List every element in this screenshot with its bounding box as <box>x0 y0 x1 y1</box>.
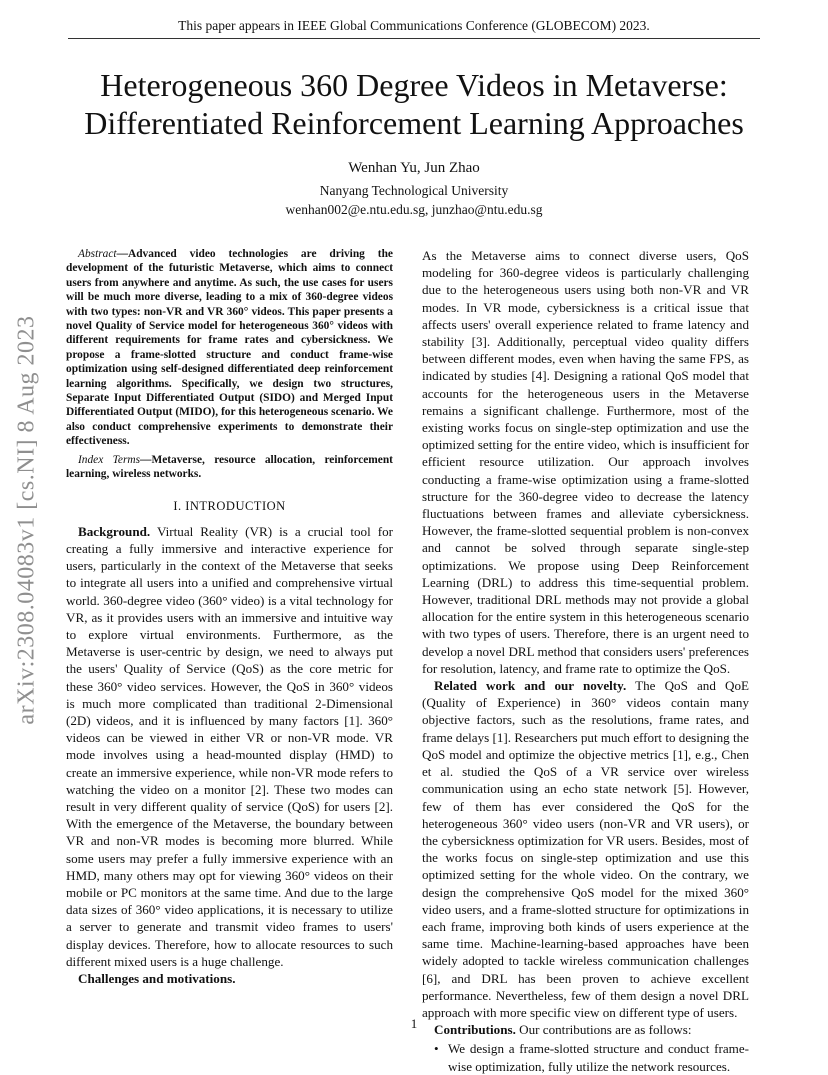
section-heading: I. INTRODUCTION <box>173 498 286 513</box>
affiliation: Nanyang Technological University <box>319 183 509 198</box>
index-terms-label: Index Terms <box>78 453 141 466</box>
page-number: 1 <box>410 1016 418 1031</box>
background-text: Virtual Reality (VR) is a crucial tool for creating a fully immersive and interactive experience for users, particularly in the context of the Metaverse that seeks to integrate all users into a unified and comprehensive virtual world. 360-degree video (360° video) is a vital technology for VR, as it provides users with an immersive and intuitive way to explore virtual environments. Furthermore, as the Metaverse is user-centric by design, we need to always put the users' Quality of Service (QoS) as the core metric for these 360° video services. However, the QoS in 360° videos is much more complicated than traditional 2-Dimensional (2D) videos, and it is influenced by many factors [1]. 360° videos can be viewed in either VR or non-VR mode. VR mode involves using a head-mounted display (HMD) to create an immersive experience, while non-VR mode refers to watching the video on a monitor [2]. These two modes can result in very different quality of service (QoS) for users [2]. With the emergence of the Metaverse, the boundary between VR and non-VR modes is becoming more blurred. While some users may prefer a fully immersive experience with an HMD, many others may opt for viewing 360° videos on their mobile or PC monitors at the same time. And due to the large data sizes of 360° video applications, it is necessary to utilize a server to generate and transmit video frames to users' display devices. Therefore, how to allocate resources to such different mixed users is a huge challenge. <box>66 523 393 969</box>
contributions-paragraph-label: Contributions. <box>434 1022 516 1038</box>
arxiv-stamp-text: arXiv:2308.04083v1 [cs.NI] 8 Aug 2023 <box>13 315 40 725</box>
challenges-paragraph-continued: As the Metaverse aims to connect diverse users, QoS modeling for 360-degree videos is particularly challenging due to the heterogeneous users using both non-VR and VR modes. In VR mode, cybersickness is a critical issue that affects users' overall experience related to frame latency and stability [3]. Additionally, perceptual video quality differs between different modes, even when having the same FPS, as indicated by studies [4]. Designing a rational QoS model that accounts for the heterogeneous users in the Metaverse remains a significant challenge. Furthermore, most of the existing works focus on single-step optimization and use the optimized setting for the entire video, which is insufficient for efficient resource utilization. Our approach involves conducting a frame-wise optimization using a frame-slotted structure for the 360-degree video to decrease the latency fluctuations between frames and alleviate cybersickness. However, the frame-slotted sequential problem is non-convex and cannot be solved through separate single-step optimizations. We propose using Deep Reinforcement Learning (DRL) to address this time-sequential problem. However, traditional DRL methods may not provide a global allocation for the entire system in this heterogeneous scenario with two types of users. Therefore, there is an urgent need to develop a novel DRL method that considers users' preferences for resolution, latency, and frame rate to optimize the QoS. <box>422 248 749 676</box>
challenges-paragraph <box>66 970 393 987</box>
contributions-paragraph-text: Our contributions are as follows: <box>515 1022 692 1038</box>
challenges-label: Challenges and motivations. <box>78 970 236 986</box>
background-label: Background. <box>78 523 151 539</box>
related-work-paragraph-text: The QoS and QoE (Quality of Experience) in 360° videos contain many objective factors, such as the resolutions, frame rates, and frame delays [1]. Researchers put much effort to designing the QoS model and optimize the objective metrics [1], e.g., Chen et al. studied the QoS of a VR service over wireless communication using an echo state network [5]. However, few of them has ever considered the QoS for the heterogeneous 360° video users (non-VR and VR users), or the cybersickness optimization for VR users. Besides, most of the works focus on single-step optimization and use this optimized setting for the whole video. On the contrary, we design the comprehensive QoS model for the mixed 360° video users, and a frame-slotted structure for optimizations in each frame, improving both kinds of users experience at the same time. Machine-learning-based approaches have been widely adopted to tackle wireless communication challenges [6], and DRL has been proven to achieve excellent performance. Nevertheless, few of them design a novel DRL approach with more specific view on different type of users. <box>422 678 749 1020</box>
abstract-text: —Advanced video technologies are driving the development of the futuristic Metaverse, which aims to connect users from anywhere and anytime. As such, the use cases for users will be much more diverse, leading to a mix of 360-degree videos with two types: non-VR and VR 360° videos. This paper presents a novel Quality of Service model for heterogeneous 360° videos with different requirements for frame rates and cybersickness. We propose a frame-slotted structure and conduct frame-wise optimization using self-designed differentiated deep reinforcement learning algorithms. Specifically, we design two structures, Separate Input Differentiated Output (SIDO) and Merged Input Differentiated Output (MIDO), for this heterogeneous scenario. We also conduct comprehensive experiments to demonstrate their effectiveness. <box>66 248 393 448</box>
conference-header: This paper appears in IEEE Global Communications Conference (GLOBECOM) 2023. <box>178 18 650 33</box>
index-terms-text: —Metaverse, resource allocation, reinforcement learning, wireless networks. <box>66 453 393 481</box>
left-column <box>66 247 393 987</box>
related-work-paragraph-label: Related work and our novelty. <box>434 678 627 694</box>
emails: wenhan002@e.ntu.edu.sg, junzhao@ntu.edu.sg <box>285 202 543 217</box>
title-line-2: Differentiated Reinforcement Learning Approaches <box>84 105 744 141</box>
arxiv-stamp <box>4 260 50 780</box>
header-rule <box>68 38 760 39</box>
abstract <box>66 247 393 449</box>
abstract-label: Abstract <box>78 248 117 260</box>
title-line-1: Heterogeneous 360 Degree Videos in Metaverse: <box>100 67 728 103</box>
right-column <box>422 247 749 1075</box>
index-terms <box>66 453 393 482</box>
contribution-bullet-1: • We design a frame-slotted structure and conduct frame-wise optimization, fully utilize the network resources. <box>422 1040 749 1074</box>
authors: Wenhan Yu, Jun Zhao <box>348 160 480 176</box>
paper-title <box>40 66 788 142</box>
affiliation-block <box>0 181 828 219</box>
related-work-paragraph <box>422 677 749 1021</box>
background-paragraph <box>66 523 393 970</box>
